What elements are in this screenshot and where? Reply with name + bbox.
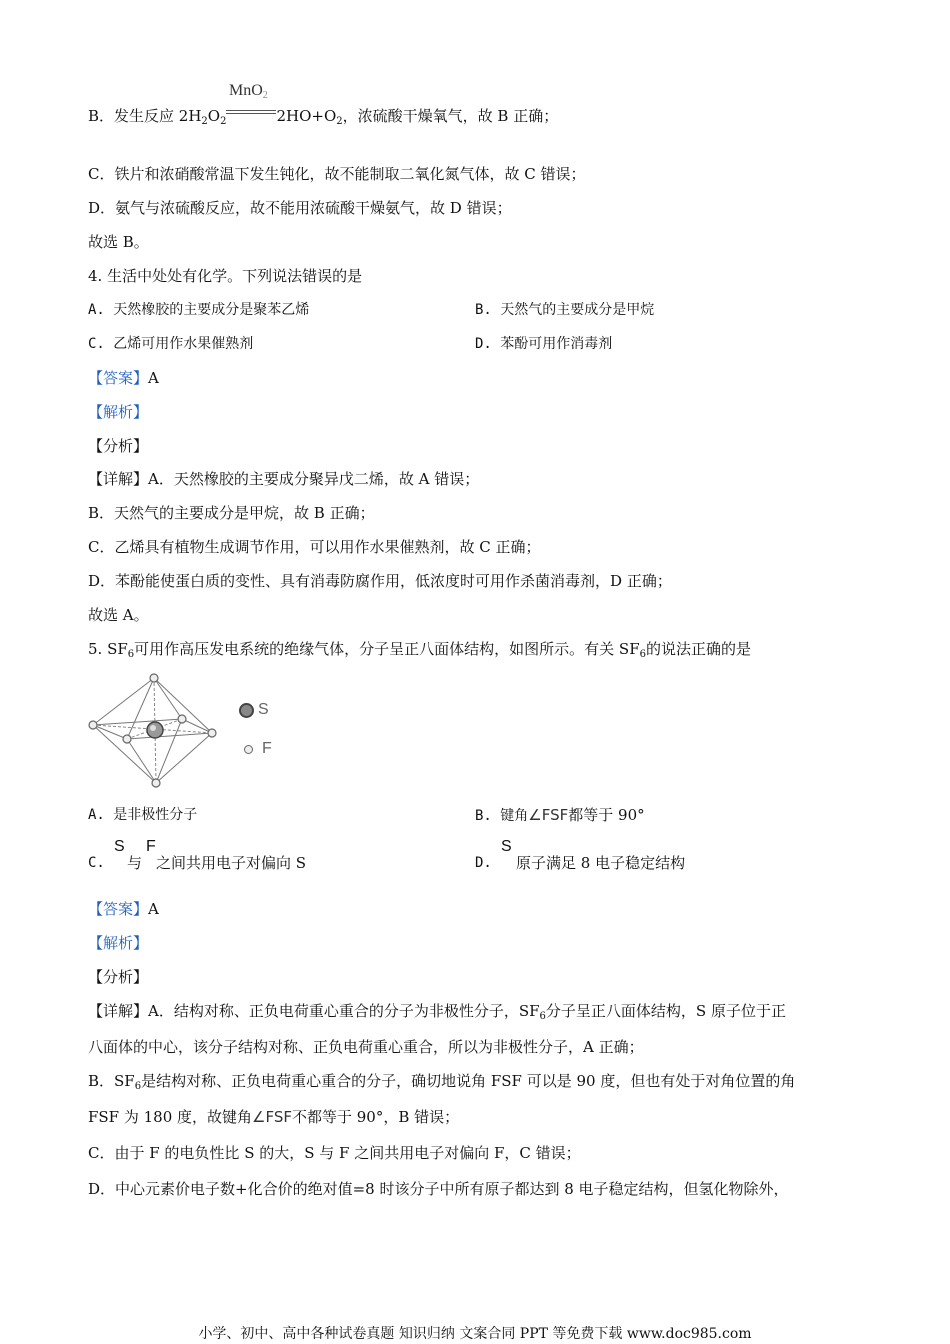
text: ，浓硫酸干燥氧气，故 B 正确； [342,107,559,125]
q5-option-b [475,805,645,826]
q5-option-d-tail: 原子满足 8 电子稳定结构 [516,854,686,872]
text: 分子呈正八面体结构，S 原子位于正 [545,1002,786,1020]
legend-f-label: F [262,740,272,757]
text: B．发生反应 2H [88,107,202,125]
text: O+O [299,107,337,125]
q5-option-c-s: S [114,838,125,855]
q4-fenxi-tag: 【分析】 [88,437,149,455]
subscript: 6 [127,649,135,660]
q5-answer [88,899,159,919]
q4-option-a: A. 天然橡胶的主要成分是聚苯乙烯 [88,302,310,318]
q3-option-c-explanation: C．铁片和浓硝酸常温下发生钝化，故不能制取二氧化氮气体，故 C 错误； [88,165,586,183]
q3-conclusion: 故选 B。 [88,233,149,251]
q4-conclusion: 故选 A。 [88,606,149,624]
q4-detail-d: D．苯酚能使蛋白质的变性、具有消毒防腐作用，低浓度时可用作杀菌消毒剂，D 正确； [88,572,672,590]
text: 是结构对称、正负电荷重心重合的分子，确切地说角 FSF 可以是 90 度，但也有处于对角位置的角 [141,1072,796,1090]
q5-detail-a-line1 [88,1001,786,1027]
sf6-octahedron-figure [85,668,295,793]
q3-option-d-explanation: D．氨气与浓硫酸反应，故不能用浓硫酸干燥氨气，故 D 错误； [88,199,512,217]
q3-option-b-explanation [88,106,558,132]
q5-option-d-s: S [501,838,512,855]
q4-option-d: D. 苯酚可用作消毒剂 [475,336,613,352]
legend-s-atom-icon [239,703,254,718]
text: 的说法正确的是 [645,640,751,658]
q4-detail-c: C．乙烯具有植物生成调节作用，可以用作水果催熟剂，故 C 正确； [88,538,541,556]
q5-option-c-mid: 与 [127,854,143,872]
subscript: 2 [336,116,343,127]
option-letter: C. [88,855,105,871]
catalyst-text: MnO [229,82,263,99]
text: O [207,107,221,125]
subscript: 2 [201,116,208,127]
q4-analysis-tag: 【解析】 [88,403,149,421]
q5-detail-c: C．由于 F 的电负性比 S 的大，S 与 F 之间共用电子对偏向 F，C 错误； [88,1144,581,1162]
option-letter: D. [475,855,492,871]
legend-f-atom-icon [244,745,253,754]
page-footer: 小学、初中、高中各种试卷真题 知识归纳 文案合同 PPT 等免费下载 www.doc985.com [198,1326,752,1342]
subscript: 6 [134,1081,142,1092]
q5-detail-a-line2: 八面体的中心，该分子结构对称、正负电荷重心重合，所以为非极性分子，A 正确； [88,1038,644,1056]
subscript: 2 [262,90,268,101]
text: 5. SF [88,640,128,658]
answer-value: A [148,900,159,918]
answer-tag: 【答案】 [88,369,149,387]
q4-option-c: C. 乙烯可用作水果催熟剂 [88,336,254,352]
answer-value: A [148,369,159,387]
subscript: 6 [639,649,646,660]
subscript: 2 [220,116,227,127]
legend-s-label: S [258,701,269,718]
q5-detail-d: D．中心元素价电子数+化合价的绝对值=8 时该分子中所有原子都达到 8 电子稳定结构，但氢化物除外， [88,1180,789,1198]
q5-option-c-tail: 之间共用电子对偏向 S [156,854,307,872]
text: 不都等于 90°，B 错误； [292,1108,460,1126]
angle-fsf: ∠FSF [528,806,569,824]
q4-stem: 4. 生活中处处有化学。下列说法错误的是 [88,267,363,285]
q5-option-c-f: F [146,838,156,855]
subscript: 6 [539,1011,546,1022]
q5-stem [88,639,751,665]
catalyst-label [229,82,268,101]
q5-analysis-tag: 【解析】 [88,934,149,952]
text: 【详解】A．结构对称、正负电荷重心重合的分子为非极性分子，SF [88,1002,540,1020]
text: B. 键角 [475,808,529,824]
reaction-arrow [226,107,276,121]
q4-detail-b: B．天然气的主要成分是甲烷，故 B 正确； [88,504,375,522]
q5-option-a: A. 是非极性分子 [88,807,198,823]
text: FSF 为 180 度，故键角 [88,1108,253,1126]
q5-fenxi-tag: 【分析】 [88,968,149,986]
text: 都等于 90° [568,806,645,824]
q5-option-d [475,853,492,873]
answer-tag: 【答案】 [88,900,149,918]
text: B．SF [88,1072,135,1090]
q4-answer [88,368,159,388]
text: 2H [276,107,300,125]
text: 可用作高压发电系统的绝缘气体，分子呈正八面体结构，如图所示。有关 SF [134,640,640,658]
q4-detail-a: 【详解】A．天然橡胶的主要成分聚异戊二烯，故 A 错误； [88,470,480,488]
angle-fsf: ∠FSF [252,1108,292,1126]
q5-detail-b-line2 [88,1107,459,1127]
q5-option-c [88,853,105,873]
q4-option-b: B. 天然气的主要成分是甲烷 [475,302,655,318]
q5-detail-b-line1 [88,1071,795,1097]
